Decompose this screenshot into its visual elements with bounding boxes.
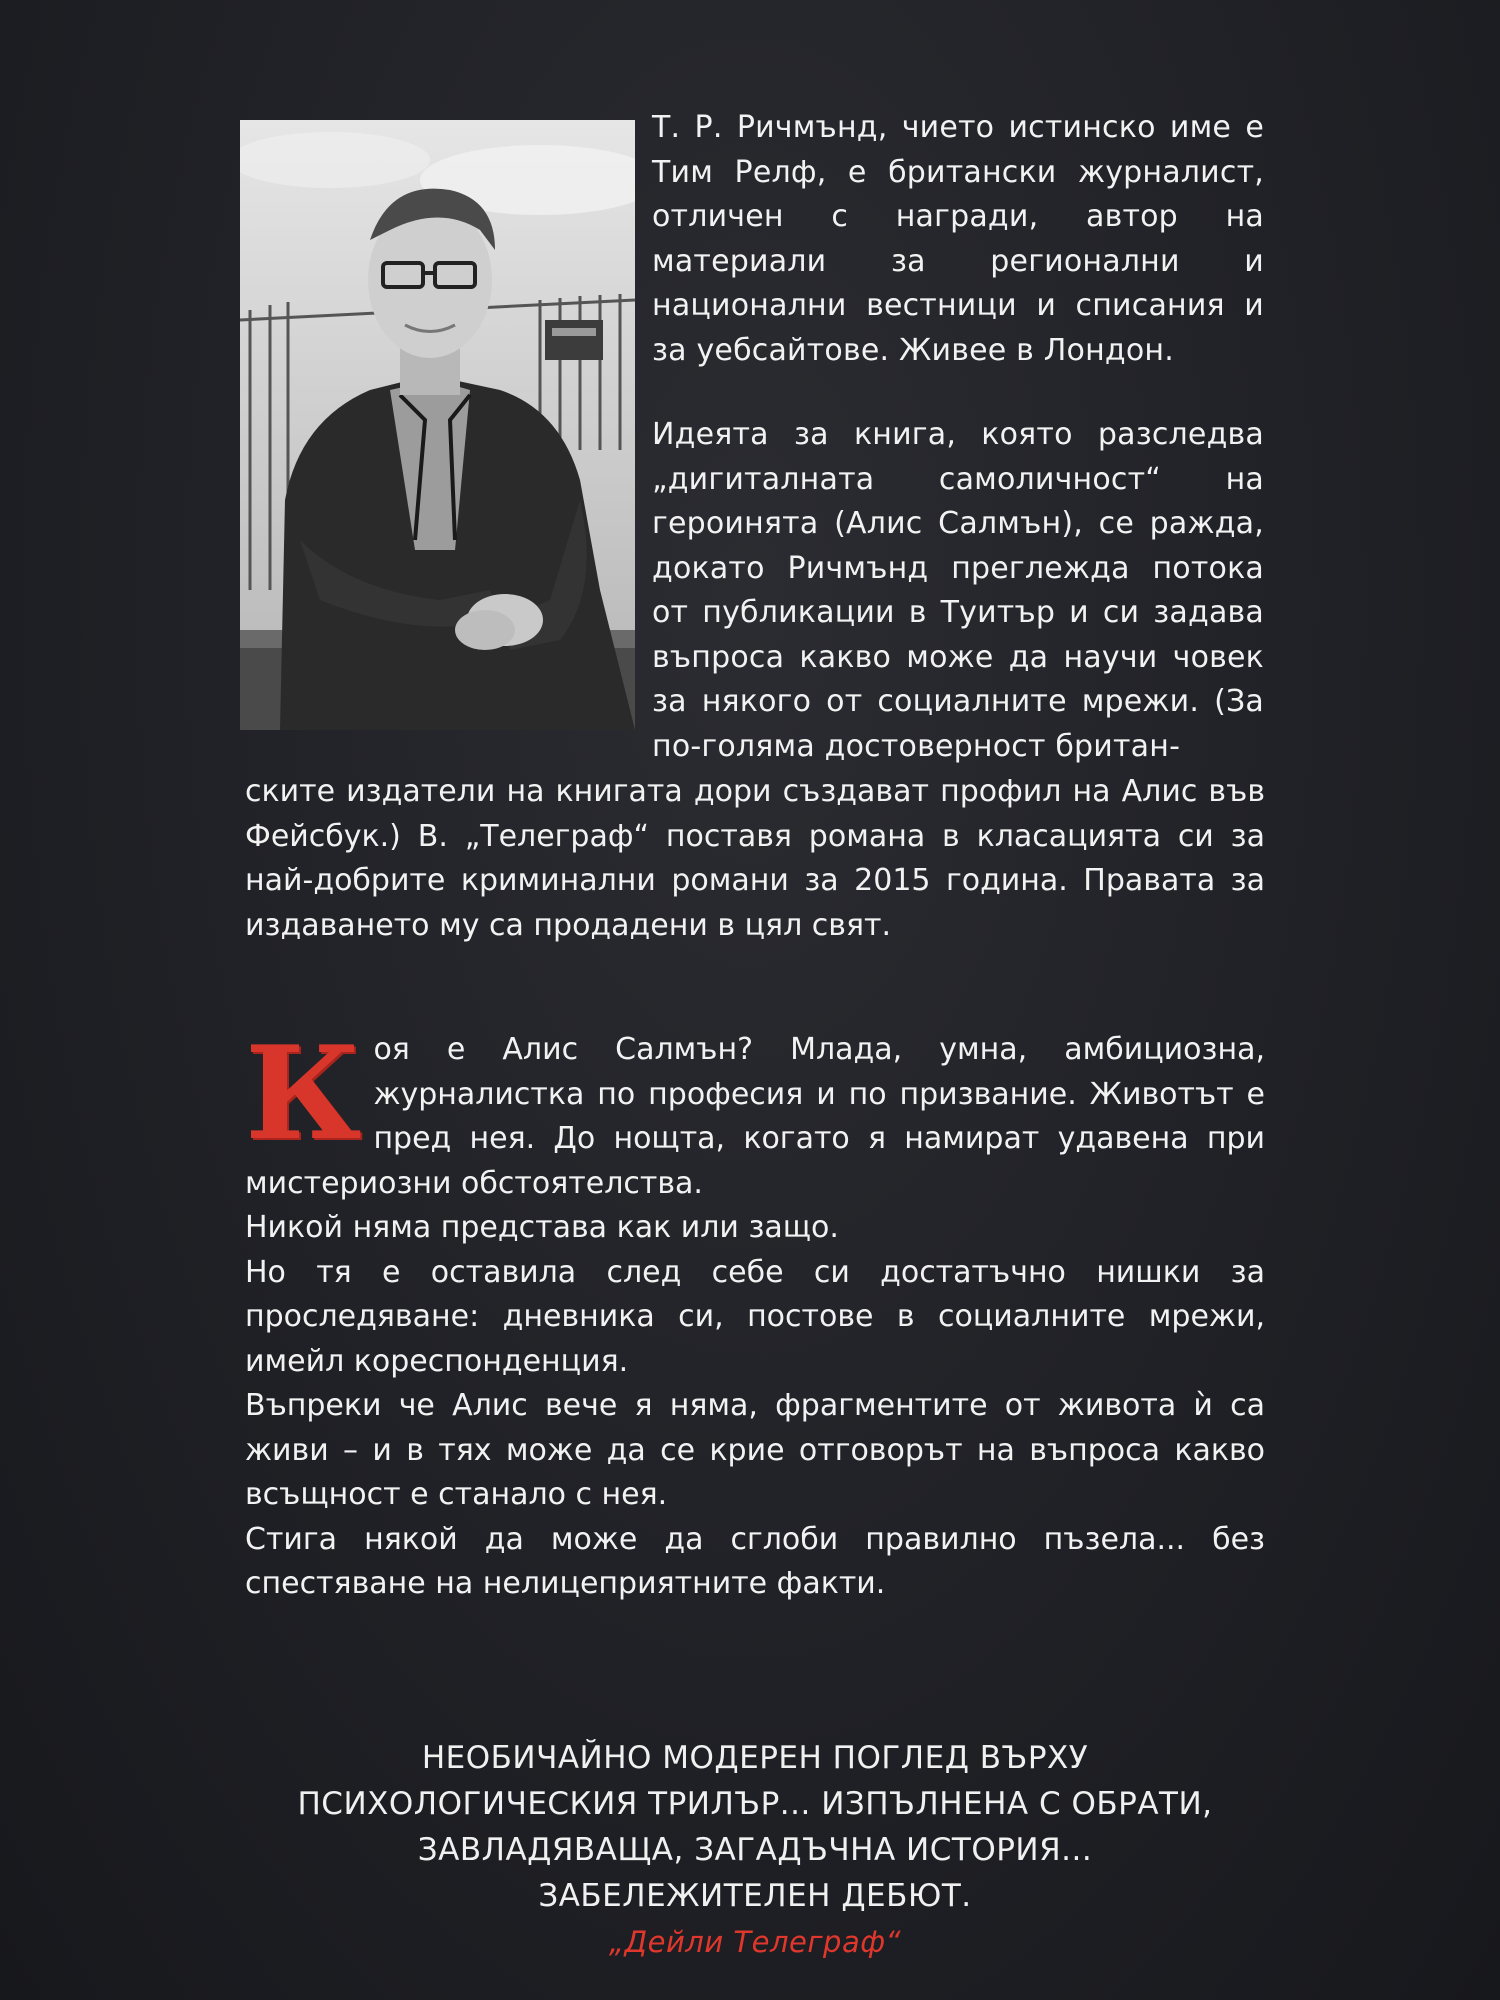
book-synopsis (245, 1019, 1265, 1607)
author-bio-paragraph-1: Т. Р. Ричмънд, чието истинско име е Тим Релф, е британски журналист, отличен с награди, автор на материали за регионални и национални вестници и списания и за уебсайтове. Живее в Лондон. (652, 110, 1264, 368)
synopsis-line: оя е Алис Салмън? Млада, умна, амбициозна, журналистка по професия и по призвание. Животът е пред нея. До нощта, когато я намират удавена при мистериозни обстоятелства. (245, 1032, 1265, 1201)
synopsis-line: Стига някой да може да сглоби правилно пъзела... без спестяване на нелицеприятните факти. (245, 1521, 1265, 1601)
author-bio-paragraph-2-continued: ските издатели на книгата дори създават профил на Алис във Фейсбук.) В. „Телеграф“ поставя романа в класацията си за най-добрите криминални романи за 2015 година. Правата за издаването му са продадени в цял свят. (245, 774, 1265, 943)
review-line: ПСИХОЛОГИЧЕСКИЯ ТРИЛЪР... ИЗПЪЛНЕНА С ОБРАТИ, (297, 1786, 1213, 1822)
synopsis-line: Никой няма представа как или защо. (245, 1210, 839, 1245)
synopsis-line: Но тя е оставила след себе си достатъчно нишки за проследяване: дневника си, постове в социалните мрежи, имейл кореспонденция. (245, 1254, 1265, 1379)
author-photo-illustration (240, 120, 635, 730)
review-line: ЗАВЛАДЯВАЩА, ЗАГАДЪЧНА ИСТОРИЯ... (417, 1832, 1093, 1868)
review-source: „Дейли Телеграф“ (608, 1925, 902, 1959)
dropcap-letter: К (245, 1019, 362, 1169)
author-bio-column (652, 106, 1264, 769)
author-bio-full-width (245, 770, 1265, 948)
review-line: ЗАБЕЛЕЖИТЕЛЕН ДЕБЮТ. (538, 1878, 972, 1914)
review-quote (250, 1735, 1260, 1965)
author-photo (240, 120, 635, 730)
review-line: НЕОБИЧАЙНО МОДЕРЕН ПОГЛЕД ВЪРХУ (421, 1740, 1089, 1776)
author-bio-paragraph-2-column: Идеята за книга, която разследва „дигиталната самоличност“ на героинята (Алис Салмън), се ражда, докато Ричмънд преглежда потока от публикации в Туитър и си задава въпроса какво може да научи човек за някого от социалните мрежи. (За по-голяма достоверност британ- (652, 417, 1264, 764)
synopsis-line: Въпреки че Алис вече я няма, фрагментите от живота ѝ са живи – и в тях може да се крие отговорът на въпроса какво всъщност е станало с нея. (245, 1388, 1265, 1512)
